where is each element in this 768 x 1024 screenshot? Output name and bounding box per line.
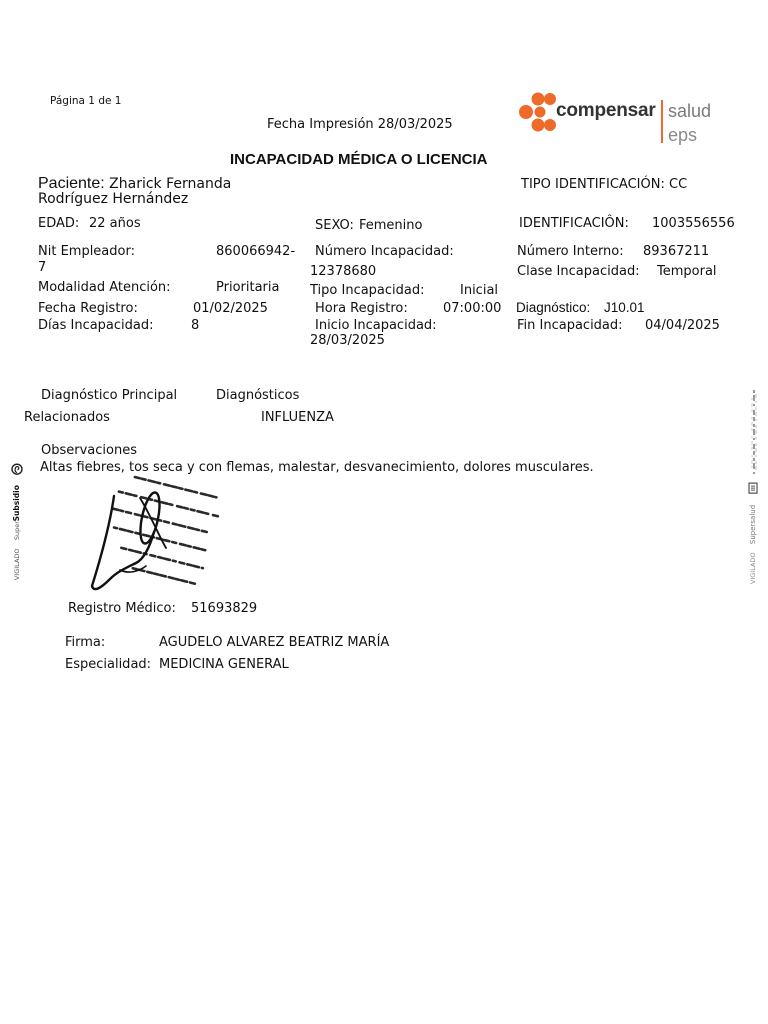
incapacity-type-value: Inicial [460, 283, 499, 298]
left-watermark-prefix: VIGILADO [13, 548, 21, 581]
related-diagnoses-header: Diagnósticos [216, 388, 300, 403]
age-label: EDAD: [38, 216, 80, 231]
right-watermark-name: Supersalud [749, 505, 757, 545]
signature-stamp-image [80, 474, 240, 598]
diagnosis-value: INFLUENZA [261, 410, 334, 425]
medical-registry-value: 51693829 [191, 601, 258, 616]
registration-time-value: 07:00:00 [443, 301, 502, 316]
specialty-value: MEDICINA GENERAL [159, 657, 289, 672]
id-number-value: 1003556556 [652, 216, 735, 231]
page-indicator: Página 1 de 1 [50, 95, 122, 107]
id-number-label: IDENTIFICACIÔN: [519, 216, 629, 231]
employer-nit-row [38, 244, 299, 276]
compensar-dots-icon [516, 90, 560, 136]
patient-block [38, 176, 253, 207]
id-type-label: TIPO IDENTIFICACIÓN: [521, 177, 665, 192]
internal-number-value: 89367211 [643, 244, 710, 259]
signer-value: AGUDELO ALVAREZ BEATRIZ MARÍA [159, 635, 390, 650]
id-type-value: CC [669, 177, 688, 192]
employer-nit-value: 860066942-7 [38, 244, 296, 275]
incapacity-number-value: 12378680 [310, 264, 377, 279]
incapacity-class-value: Temporal [657, 264, 717, 279]
observations-label: Observaciones [41, 443, 137, 458]
start-date-value: 28/03/2025 [310, 333, 385, 348]
diagnosis-code-label: Diagnóstico: [516, 300, 591, 315]
related-diagnoses-header-continued: Relacionados [24, 410, 110, 425]
registration-time-label: Hora Registro: [315, 301, 408, 316]
medical-registry-label: Registro Médico: [68, 601, 176, 616]
employer-nit-label: Nit Empleador: [38, 244, 135, 259]
sex-value: Femenino [359, 218, 423, 233]
internal-number-label: Número Interno: [517, 244, 624, 259]
age-value: 22 años [89, 216, 141, 231]
specialty-label: Especialidad: [65, 657, 152, 672]
logo-brand-name: compensar [556, 100, 656, 121]
right-watermark-prefix: VIGILADO [749, 552, 757, 585]
incapacity-days-label: Días Incapacidad: [38, 318, 154, 333]
patient-label: Paciente: [38, 175, 105, 192]
patient-name: Zharick Fernanda Rodríguez Hernández [38, 176, 232, 207]
sex-label: SEXO: [315, 218, 354, 233]
registration-date-label: Fecha Registro: [38, 301, 138, 316]
logo-eps: eps [668, 125, 698, 145]
start-date-label: Inicio Incapacidad: [315, 318, 437, 333]
supersalud-logo-icon [747, 480, 759, 496]
right-vigilado-watermark [747, 480, 759, 584]
incapacity-type-label: Tipo Incapacidad: [310, 283, 425, 298]
left-vigilado-watermark [11, 462, 23, 580]
end-date-value: 04/04/2025 [645, 318, 720, 333]
principal-diagnosis-header: Diagnóstico Principal [41, 388, 178, 403]
registration-date-value: 01/02/2025 [193, 301, 268, 316]
care-mode-value: Prioritaria [216, 280, 280, 295]
left-watermark-super: Super [13, 521, 21, 541]
incapacity-number-label: Número Incapacidad: [315, 244, 454, 259]
logo-salud: salud [668, 101, 712, 121]
incapacity-class-label: Clase Incapacidad: [517, 264, 640, 279]
document-title: INCAPACIDAD MÉDICA O LICENCIA [230, 151, 488, 168]
logo-divider [661, 100, 663, 143]
care-mode-label: Modalidad Atención: [38, 280, 171, 295]
diagnosis-code-value: J10.01 [604, 300, 645, 315]
incapacity-days-value: 8 [191, 318, 200, 333]
scan-artifact-strip [746, 388, 762, 478]
supersubsidio-logo-icon [11, 462, 23, 476]
signer-label: Firma: [65, 635, 106, 650]
print-date: Fecha Impresión 28/03/2025 [267, 117, 453, 132]
stamp-lettering [100, 474, 222, 585]
end-date-label: Fin Incapacidad: [517, 318, 623, 333]
observations-text: Altas fiebres, tos seca y con flemas, malestar, desvanecimiento, dolores musculares. [40, 460, 594, 475]
left-watermark-name: Subsidio [12, 485, 21, 522]
